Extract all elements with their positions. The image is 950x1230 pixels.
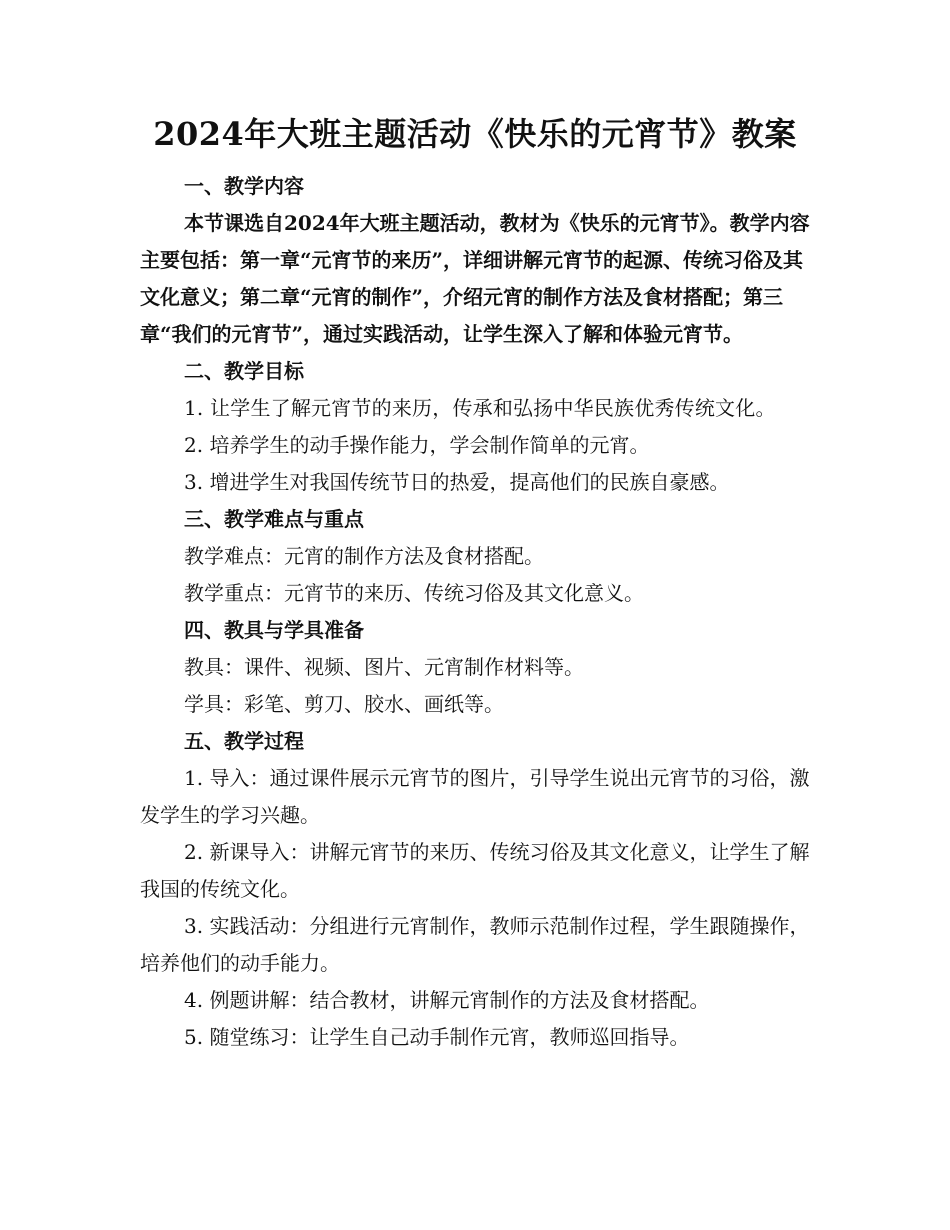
section-content-paragraph: 本节课选自2024年大班主题活动，教材为《快乐的元宵节》。教学内容主要包括：第一章“元宵节的来历”，详细讲解元宵节的起源、传统习俗及其文化意义；第二章“元宵的制作”，介绍元宵的制作方法及食材搭配；第三章“我们的元宵节”，通过实践活动，让学生深入了解和体验元宵节。 <box>140 211 810 346</box>
keypoint-item: 教学重点：元宵节的来历、传统习俗及其文化意义。 <box>184 581 644 605</box>
process-item-3: 3. 实践活动：分组进行元宵制作，教师示范制作过程，学生跟随操作，培养他们的动手能力。 <box>140 914 810 975</box>
process-item-5: 5. 随堂练习：让学生自己动手制作元宵，教师巡回指导。 <box>184 1025 690 1049</box>
teacher-materials-item: 教具：课件、视频、图片、元宵制作材料等。 <box>184 655 584 679</box>
document-body <box>140 168 815 1056</box>
process-item-4: 4. 例题讲解：结合教材，讲解元宵制作的方法及食材搭配。 <box>184 988 710 1012</box>
process-item-1: 1. 导入：通过课件展示元宵节的图片，引导学生说出元宵节的习俗，激发学生的学习兴趣。 <box>140 766 810 827</box>
objective-item-1: 1. 让学生了解元宵节的来历，传承和弘扬中华民族优秀传统文化。 <box>184 396 776 420</box>
section-heading-objectives: 二、教学目标 <box>184 359 304 383</box>
document-title: 2024年大班主题活动《快乐的元宵节》教案 <box>153 115 797 153</box>
section-heading-difficulties: 三、教学难点与重点 <box>184 507 364 531</box>
section-heading-materials: 四、教具与学具准备 <box>184 618 364 642</box>
objective-item-3: 3. 增进学生对我国传统节日的热爱，提高他们的民族自豪感。 <box>184 470 730 494</box>
section-heading-content: 一、教学内容 <box>184 174 304 198</box>
objective-item-2: 2. 培养学生的动手操作能力，学会制作简单的元宵。 <box>184 433 650 457</box>
process-item-2: 2. 新课导入：讲解元宵节的来历、传统习俗及其文化意义，让学生了解我国的传统文化。 <box>140 840 810 901</box>
section-heading-process: 五、教学过程 <box>184 729 304 753</box>
student-materials-item: 学具：彩笔、剪刀、胶水、画纸等。 <box>184 692 504 716</box>
difficulty-item: 教学难点：元宵的制作方法及食材搭配。 <box>184 544 544 568</box>
